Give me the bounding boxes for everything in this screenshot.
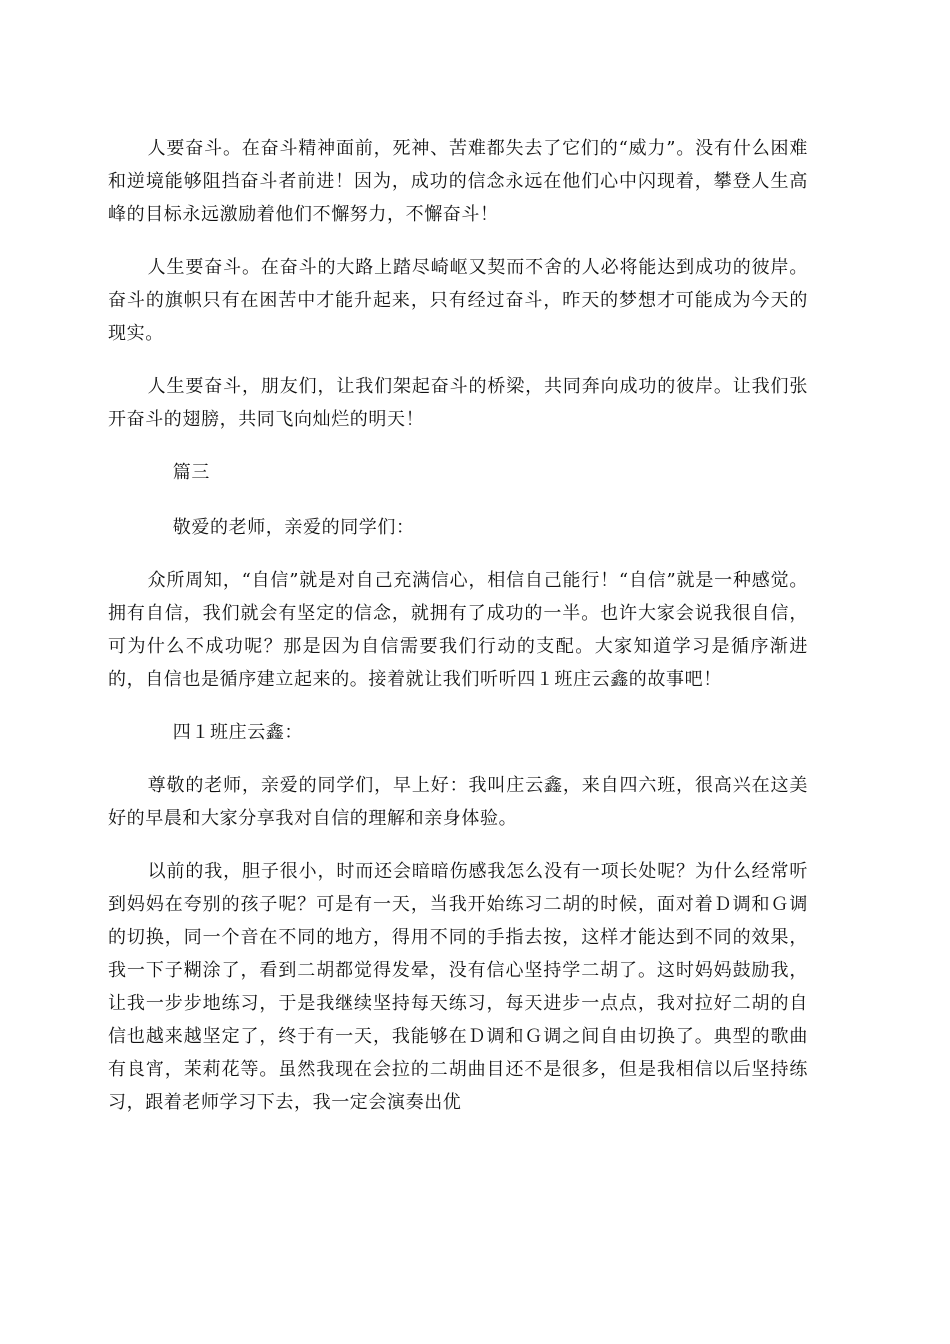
paragraph-struggle-1: 人要奋斗。在奋斗精神面前，死神、苦难都失去了它们的“威力”。没有什么困难和逆境能够阻挡奋斗者前进！因为，成功的信念永远在他们心中闪现着，攀登人生高峰的目标永远激励着他们不懈努力，不懈奋斗！ [108,138,808,225]
paragraph-struggle-2: 人生要奋斗。在奋斗的大路上踏尽崎岖又契而不舍的人必将能达到成功的彼岸。奋斗的旗帜只有在困苦中才能升起来，只有经过奋斗，昨天的梦想才可能成为今天的现实。 [108,257,808,344]
section-title: 篇三 [172,462,210,483]
document-body [108,132,808,1139]
speech-body: 以前的我，胆子很小，时而还会暗暗伤感我怎么没有一项长处呢？为什么经常听到妈妈在夸别的孩子呢？可是有一天，当我开始练习二胡的时候，面对着Ｄ调和Ｇ调的切换，同一个音在不同的地方，得用不同的手指去按，这样才能达到不同的效果，我一下子糊涂了，看到二胡都觉得发晕，没有信心坚持学二胡了。这时妈妈鼓励我，让我一步步地练习，于是我继续坚持每天练习，每天进步一点点，我对拉好二胡的自信也越来越坚定了，终于有一天，我能够在Ｄ调和Ｇ调之间自由切换了。典型的歌曲有良宵，茉莉花等。虽然我现在会拉的二胡曲目还不是很多，但是我相信以后坚持练习，跟着老师学习下去，我一定会演奏出优 [108,861,808,1113]
intro-paragraph: 众所周知，“自信”就是对自己充满信心，相信自己能行！“自信”就是一种感觉。拥有自信，我们就会有坚定的信念，就拥有了成功的一半。也许大家会说我很自信，可为什么不成功呢？那是因为自信需要我们行动的支配。大家知道学习是循序渐进的，自信也是循序建立起来的。接着就让我们听听四１班庄云鑫的故事吧！ [108,570,808,690]
paragraph-struggle-3: 人生要奋斗，朋友们，让我们架起奋斗的桥梁，共同奔向成功的彼岸。让我们张开奋斗的翅膀，共同飞向灿烂的明天！ [108,376,808,430]
speech-opening: 尊敬的老师，亲爱的同学们，早上好：我叫庄云鑫，来自四六班，很高兴在这美好的早晨和大家分享我对自信的理解和亲身体验。 [108,775,808,829]
speaker-label: 四１班庄云鑫： [172,722,303,743]
greeting: 敬爱的老师，亲爱的同学们： [172,517,415,538]
